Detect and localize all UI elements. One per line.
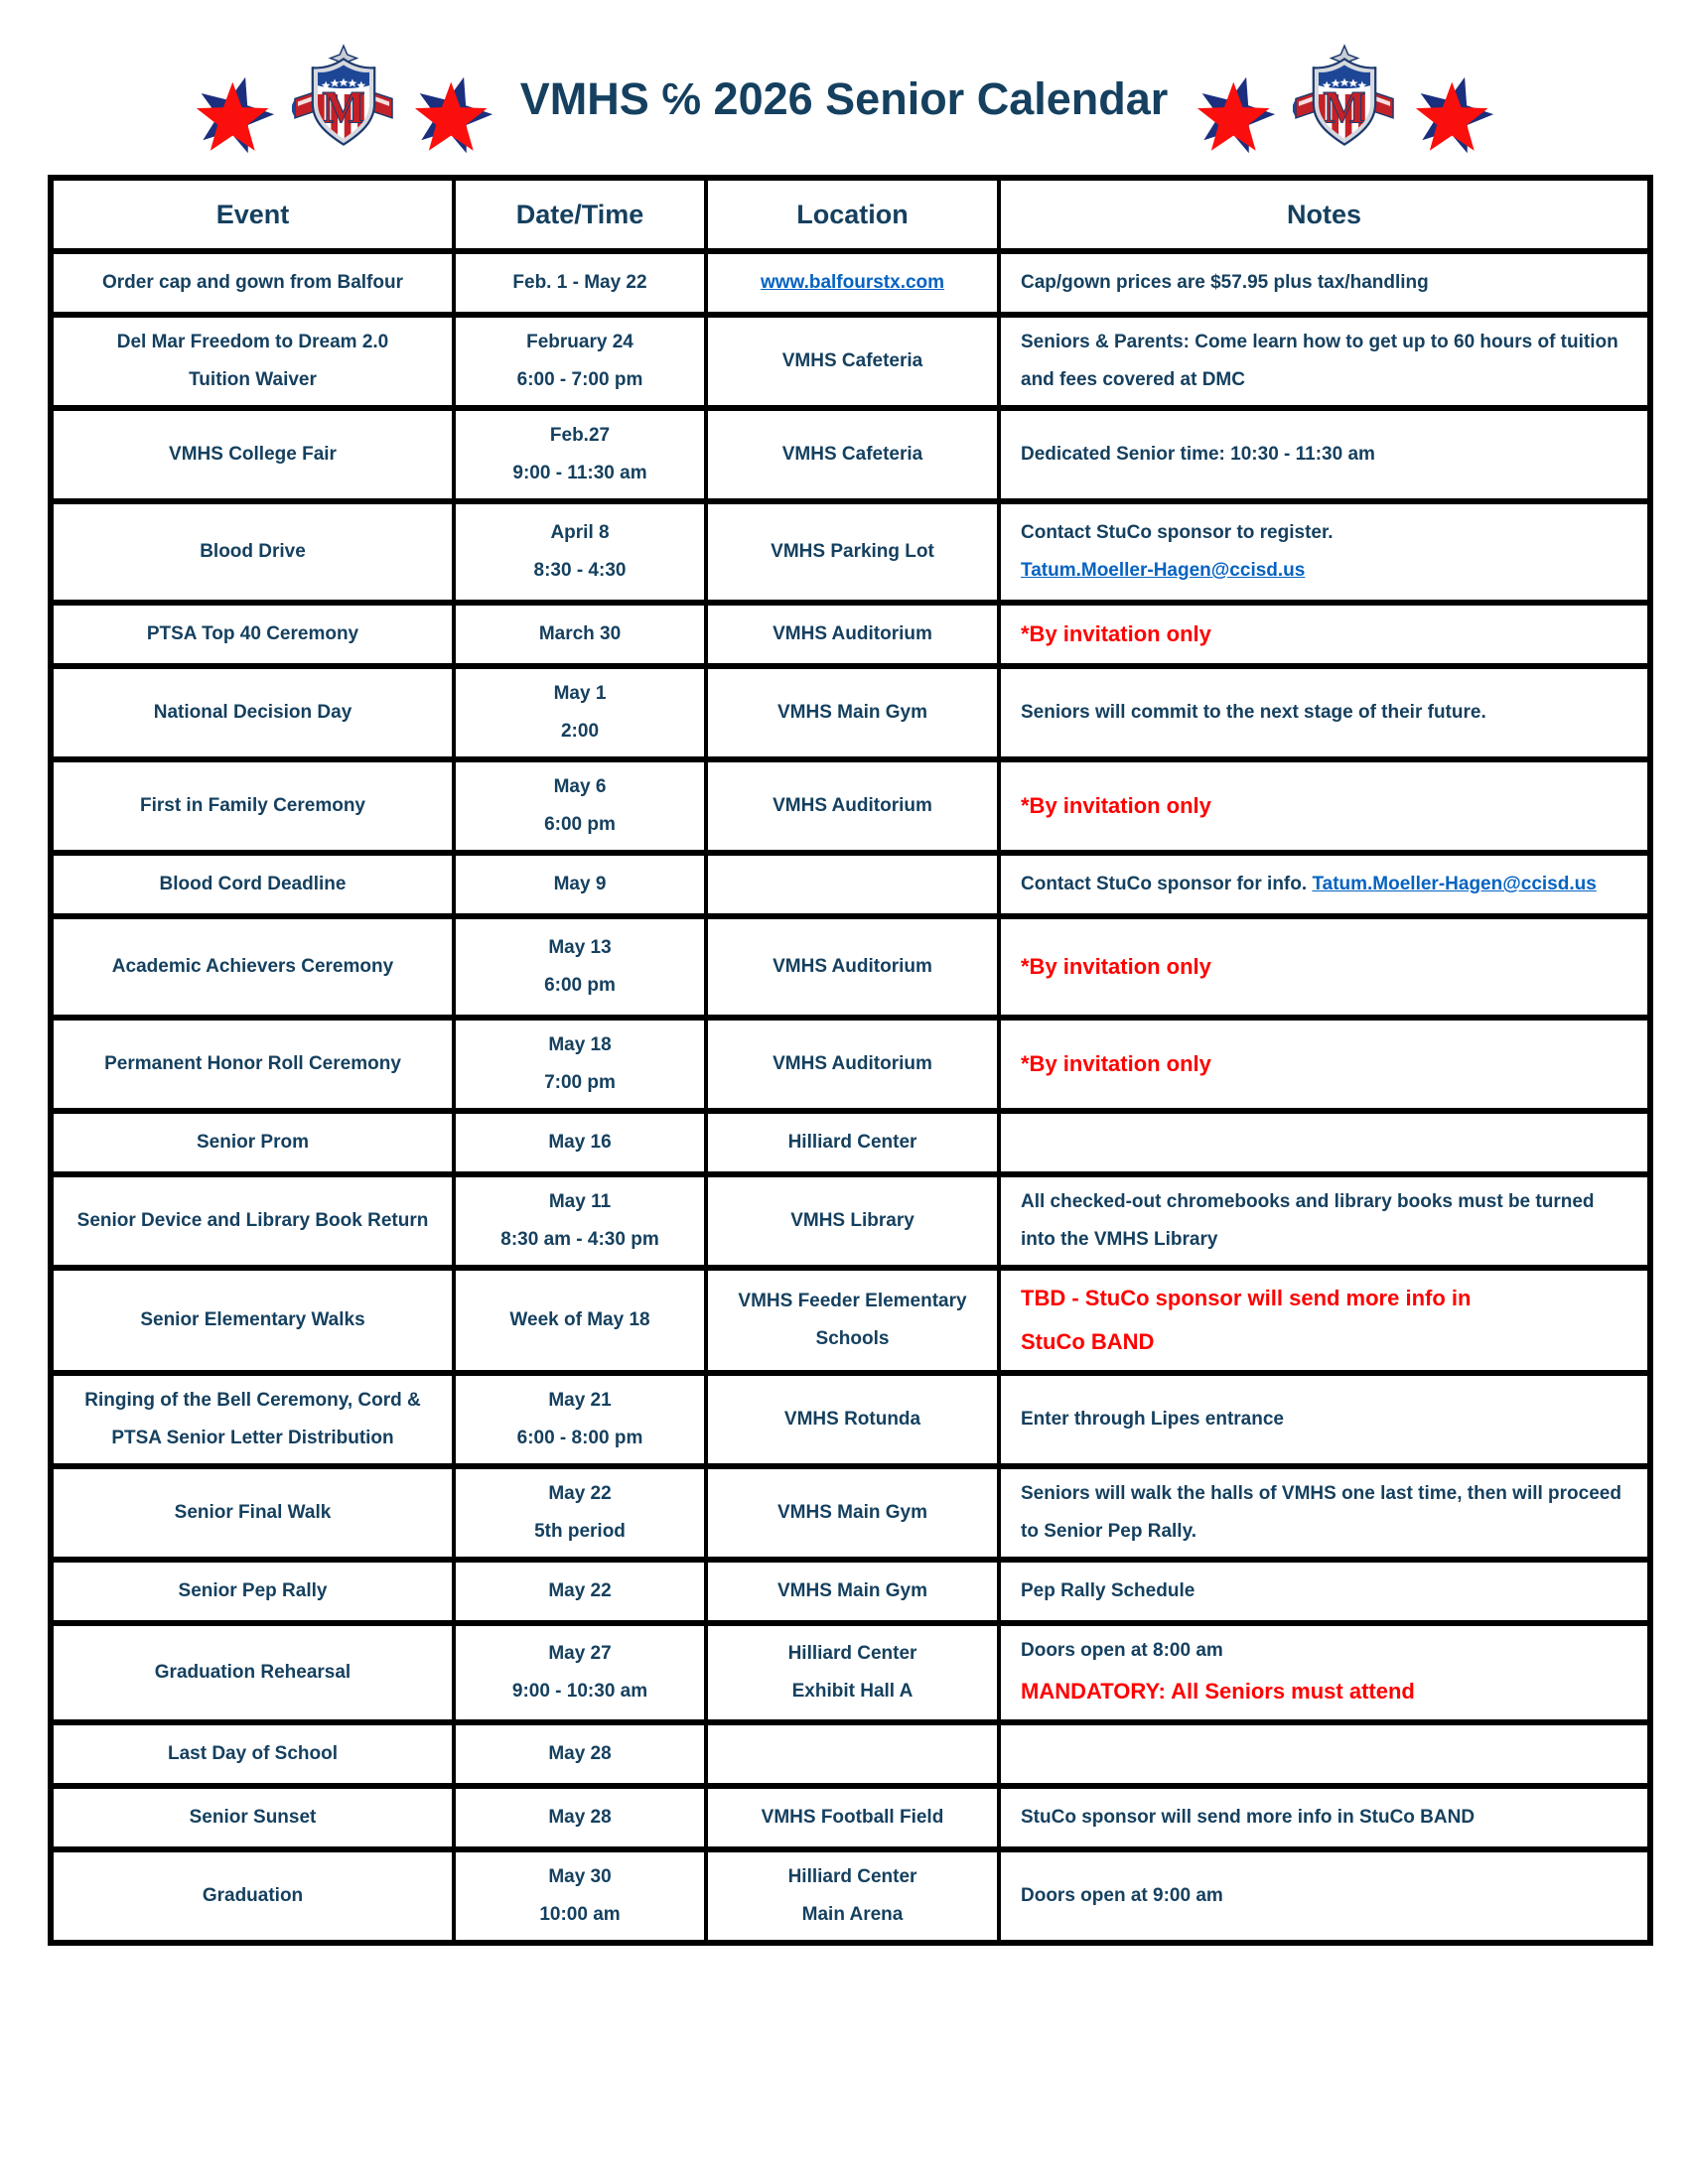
location-cell: [706, 759, 999, 853]
cell-text: 6:00 pm: [544, 975, 616, 996]
location-cell: [706, 1722, 999, 1786]
date-cell: [454, 1560, 706, 1623]
cell-text: Feb. 1 - May 22: [512, 272, 647, 293]
cell-text: All checked-out chromebooks and library books must be turned into the VMHS Library: [1021, 1191, 1595, 1250]
cell-text: Blood Cord Deadline: [159, 874, 347, 894]
cell-text: Permanent Honor Roll Ceremony: [104, 1053, 401, 1074]
cell-text: May 9: [553, 874, 607, 894]
cell-text: Week of May 18: [509, 1309, 650, 1330]
date-cell: [454, 1174, 706, 1268]
event-cell: [51, 759, 454, 853]
location-cell: [706, 666, 999, 759]
notes-cell: [999, 1786, 1650, 1849]
table-row: [51, 1466, 1650, 1560]
cell-text: Hilliard Center: [787, 1866, 917, 1887]
cell-text: Hilliard Center: [787, 1132, 917, 1153]
cell-text: Enter through Lipes entrance: [1021, 1409, 1284, 1430]
notes-cell: [999, 1849, 1650, 1943]
cell-text: VMHS Auditorium: [773, 956, 932, 977]
cell-text: May 11: [548, 1191, 612, 1212]
cell-text: May 28: [548, 1807, 612, 1828]
date-cell: [454, 501, 706, 603]
cell-text: VMHS College Fair: [169, 444, 337, 465]
event-cell: [51, 1560, 454, 1623]
date-cell: [454, 1722, 706, 1786]
notes-cell: [999, 1111, 1650, 1174]
event-cell: [51, 251, 454, 315]
column-header-date-time: Date/Time: [454, 178, 706, 251]
cell-text: Order cap and gown from Balfour: [102, 272, 403, 293]
cell-text: Tuition Waiver: [189, 369, 317, 390]
location-cell: [706, 1373, 999, 1466]
vmhs-shield-logo-icon: [1293, 42, 1396, 153]
cell-text: Exhibit Hall A: [791, 1681, 914, 1702]
cell-text: VMHS Main Gym: [777, 702, 927, 723]
cell-text: Pep Rally Schedule: [1021, 1580, 1196, 1601]
cell-text: VMHS Auditorium: [773, 795, 932, 816]
notes-cell: [999, 1174, 1650, 1268]
cell-text: Dedicated Senior time: 10:30 - 11:30 am: [1021, 444, 1375, 465]
page-title: VMHS ℅ 2026 Senior Calendar: [519, 73, 1169, 124]
cell-text: 6:00 - 8:00 pm: [516, 1428, 643, 1448]
date-cell: [454, 1018, 706, 1111]
cell-text: National Decision Day: [153, 702, 352, 723]
notes-cell: [999, 666, 1650, 759]
cell-text: 7:00 pm: [544, 1072, 616, 1093]
table-row: [51, 1560, 1650, 1623]
cell-text: VMHS Library: [790, 1210, 914, 1231]
location-cell: [706, 916, 999, 1018]
header-row: [51, 178, 1650, 251]
event-cell: [51, 1849, 454, 1943]
notes-cell: [999, 1268, 1650, 1373]
notes-cell: [999, 315, 1650, 408]
location-cell: [706, 603, 999, 666]
table-row: [51, 251, 1650, 315]
cell-text: 8:30 am - 4:30 pm: [500, 1229, 659, 1250]
cell-text: *By invitation only: [1021, 621, 1211, 646]
cell-text: Seniors & Parents: Come learn how to get up to 60 hours of tuition and fees covered at DMC: [1021, 332, 1618, 390]
vmhs-shield-logo-icon: [292, 42, 395, 153]
star-icon: [189, 70, 280, 154]
cell-text: VMHS Feeder Elementary: [738, 1291, 967, 1311]
cell-text: Main Arena: [801, 1904, 904, 1925]
cell-text: May 22: [548, 1483, 612, 1504]
cell-text: May 13: [548, 937, 612, 958]
location-cell: [706, 1623, 999, 1722]
event-cell: [51, 1623, 454, 1722]
location-cell: [706, 1174, 999, 1268]
cell-text: 6:00 pm: [544, 814, 616, 835]
event-cell: [51, 1174, 454, 1268]
cell-text: Doors open at 9:00 am: [1021, 1885, 1223, 1906]
cell-text: MANDATORY: All Seniors must attend: [1021, 1679, 1415, 1704]
location-cell: [706, 315, 999, 408]
location-cell: [706, 1268, 999, 1373]
cell-text: Blood Drive: [200, 541, 306, 562]
table-row: [51, 603, 1650, 666]
star-icon: [1408, 70, 1499, 154]
cell-text: Cap/gown prices are $57.95 plus tax/handling: [1021, 272, 1429, 293]
cell-text: Senior Elementary Walks: [140, 1309, 365, 1330]
senior-calendar-table: [48, 175, 1653, 1946]
cell-text: VMHS Rotunda: [783, 1409, 921, 1430]
location-cell: [706, 251, 999, 315]
event-cell: [51, 1268, 454, 1373]
cell-text: Feb.27: [549, 425, 611, 446]
cell-text: StuCo sponsor will send more info in StuCo BAND: [1021, 1807, 1476, 1828]
table-row: [51, 1722, 1650, 1786]
cell-text: *By invitation only: [1021, 793, 1211, 818]
table-row: [51, 759, 1650, 853]
event-cell: [51, 501, 454, 603]
cell-text: VMHS Main Gym: [777, 1502, 927, 1523]
cell-text: Senior Device and Library Book Return: [76, 1210, 429, 1231]
cell-text: May 6: [553, 776, 607, 797]
notes-cell: [999, 603, 1650, 666]
table-row: [51, 1373, 1650, 1466]
date-cell: [454, 603, 706, 666]
cell-text: 6:00 - 7:00 pm: [516, 369, 643, 390]
cell-text: TBD - StuCo sponsor will send more info in: [1021, 1286, 1472, 1310]
event-cell: [51, 1111, 454, 1174]
cell-text: Contact StuCo sponsor to register.: [1021, 522, 1334, 543]
cell-text: May 16: [548, 1132, 612, 1153]
event-cell: [51, 666, 454, 759]
cell-text: May 22: [548, 1580, 612, 1601]
notes-cell: [999, 1373, 1650, 1466]
cell-text: VMHS Cafeteria: [781, 444, 923, 465]
cell-text: Senior Prom: [197, 1132, 309, 1153]
cell-text: Academic Achievers Ceremony: [111, 956, 394, 977]
column-header-event: Event: [51, 178, 454, 251]
email-link[interactable]: Tatum.Moeller-Hagen@ccisd.us: [1021, 560, 1306, 581]
notes-cell: [999, 251, 1650, 315]
table-row: [51, 1786, 1650, 1849]
date-cell: [454, 1786, 706, 1849]
date-cell: [454, 1466, 706, 1560]
cell-text: April 8: [550, 522, 610, 543]
date-cell: [454, 853, 706, 916]
cell-text: *By invitation only: [1021, 1051, 1211, 1076]
event-cell: [51, 1786, 454, 1849]
table-row: [51, 916, 1650, 1018]
date-cell: [454, 315, 706, 408]
event-cell: [51, 1466, 454, 1560]
cell-text: VMHS Parking Lot: [771, 541, 934, 562]
cell-text: Ringing of the Bell Ceremony, Cord &: [84, 1390, 421, 1411]
location-cell: [706, 1786, 999, 1849]
table-row: [51, 1268, 1650, 1373]
page-header: [0, 0, 1688, 155]
cell-text: *By invitation only: [1021, 954, 1211, 979]
cell-text: 5th period: [534, 1521, 626, 1542]
column-header-notes: Notes: [999, 178, 1650, 251]
cell-text: February 24: [526, 332, 633, 352]
notes-cell: [999, 759, 1650, 853]
star-icon: [407, 70, 498, 154]
location-cell: [706, 501, 999, 603]
cell-text: VMHS Cafeteria: [781, 350, 923, 371]
date-cell: [454, 759, 706, 853]
table-row: [51, 853, 1650, 916]
cell-text: VMHS Main Gym: [777, 1580, 927, 1601]
cell-text: PTSA Top 40 Ceremony: [146, 623, 359, 644]
notes-cell: [999, 1466, 1650, 1560]
table-row: [51, 1623, 1650, 1722]
notes-cell: [999, 1722, 1650, 1786]
table-row: [51, 666, 1650, 759]
location-cell: [706, 1111, 999, 1174]
cell-text: Hilliard Center: [787, 1643, 917, 1664]
table-row: [51, 1174, 1650, 1268]
location-cell: [706, 1466, 999, 1560]
cell-text: 2:00: [560, 721, 600, 742]
cell-text: May 21: [548, 1390, 612, 1411]
cell-text: 8:30 - 4:30: [533, 560, 627, 581]
event-cell: [51, 853, 454, 916]
cell-text: Graduation: [202, 1885, 304, 1906]
event-cell: [51, 916, 454, 1018]
notes-cell: [999, 1560, 1650, 1623]
cell-text: May 27: [548, 1643, 612, 1664]
cell-text: VMHS Auditorium: [773, 623, 932, 644]
date-cell: [454, 251, 706, 315]
cell-text: Contact StuCo sponsor for info.: [1021, 874, 1313, 894]
date-cell: [454, 1849, 706, 1943]
table-row: [51, 501, 1650, 603]
cell-text: Doors open at 8:00 am: [1021, 1640, 1223, 1661]
notes-cell: [999, 501, 1650, 603]
cell-text: VMHS Football Field: [761, 1807, 944, 1828]
notes-cell: [999, 1623, 1650, 1722]
email-link[interactable]: Tatum.Moeller-Hagen@ccisd.us: [1312, 874, 1597, 894]
cell-text: May 28: [548, 1743, 612, 1764]
date-cell: [454, 1111, 706, 1174]
balfour-link[interactable]: www.balfourstx.com: [760, 272, 945, 293]
notes-cell: [999, 408, 1650, 501]
cell-text: 9:00 - 10:30 am: [511, 1681, 648, 1702]
column-header-location: Location: [706, 178, 999, 251]
cell-text: Seniors will walk the halls of VMHS one last time, then will proceed to Senior Pep Rally.: [1021, 1483, 1621, 1542]
cell-text: Senior Sunset: [189, 1807, 317, 1828]
cell-text: Senior Pep Rally: [178, 1580, 328, 1601]
event-cell: [51, 408, 454, 501]
table-row: [51, 408, 1650, 501]
cell-text: March 30: [538, 623, 622, 644]
event-cell: [51, 1373, 454, 1466]
event-cell: [51, 603, 454, 666]
cell-text: May 18: [548, 1034, 612, 1055]
cell-text: StuCo BAND: [1021, 1329, 1155, 1354]
date-cell: [454, 666, 706, 759]
location-cell: [706, 1560, 999, 1623]
table-row: [51, 315, 1650, 408]
cell-text: Schools: [815, 1328, 890, 1349]
table-row: [51, 1018, 1650, 1111]
cell-text: VMHS Auditorium: [773, 1053, 932, 1074]
date-cell: [454, 1268, 706, 1373]
cell-text: 9:00 - 11:30 am: [512, 463, 647, 483]
cell-text: May 1: [553, 683, 607, 704]
table-row: [51, 1111, 1650, 1174]
location-cell: [706, 1018, 999, 1111]
cell-text: May 30: [548, 1866, 612, 1887]
notes-cell: [999, 853, 1650, 916]
date-cell: [454, 1373, 706, 1466]
cell-text: 10:00 am: [539, 1904, 621, 1925]
date-cell: [454, 408, 706, 501]
cell-text: Seniors will commit to the next stage of their future.: [1021, 702, 1486, 723]
location-cell: [706, 1849, 999, 1943]
cell-text: First in Family Ceremony: [139, 795, 365, 816]
date-cell: [454, 916, 706, 1018]
cell-text: Graduation Rehearsal: [154, 1662, 352, 1683]
cell-text: PTSA Senior Letter Distribution: [111, 1428, 394, 1448]
cell-text: Senior Final Walk: [174, 1502, 332, 1523]
event-cell: [51, 315, 454, 408]
location-cell: [706, 408, 999, 501]
star-icon: [1190, 70, 1281, 154]
table-row: [51, 1849, 1650, 1943]
notes-cell: [999, 916, 1650, 1018]
event-cell: [51, 1018, 454, 1111]
cell-text: Del Mar Freedom to Dream 2.0: [116, 332, 389, 352]
cell-text: Last Day of School: [167, 1743, 339, 1764]
date-cell: [454, 1623, 706, 1722]
notes-cell: [999, 1018, 1650, 1111]
location-cell: [706, 853, 999, 916]
event-cell: [51, 1722, 454, 1786]
